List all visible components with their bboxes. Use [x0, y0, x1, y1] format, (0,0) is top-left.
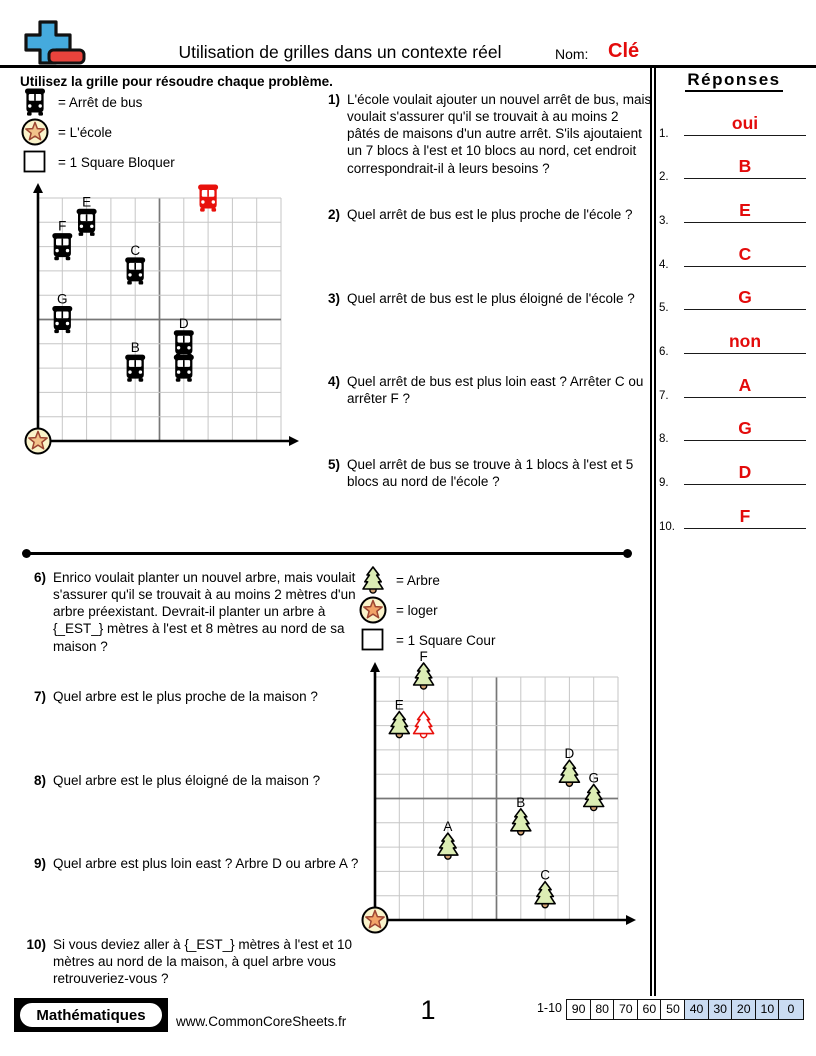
- answer-row: [656, 492, 814, 536]
- tree-icon: [389, 712, 409, 738]
- question-3: [314, 290, 652, 307]
- question-7: [20, 688, 360, 705]
- answer-line: [684, 484, 806, 485]
- question-8: [20, 772, 360, 789]
- star-icon: [26, 429, 51, 454]
- question-9: [20, 855, 360, 872]
- legend-item: [358, 596, 495, 624]
- svg-text:E: E: [82, 194, 92, 210]
- brand-name: Mathématiques: [18, 1001, 164, 1029]
- question-number: 4): [327, 374, 340, 389]
- square-icon: [20, 149, 50, 175]
- legend-item: [20, 88, 175, 116]
- star-icon: [363, 908, 388, 933]
- answer-row: [656, 317, 814, 361]
- header-rule: [0, 65, 816, 68]
- svg-text:F: F: [419, 650, 428, 664]
- svg-text:C: C: [540, 867, 550, 883]
- question-number: 9): [33, 856, 46, 871]
- question-text: Enrico voulait planter un nouvel arbre, mais voulait s'assurer qu'il se trouvait à au moins 2 mètres d'un arbre préexistant. Devrait-il planter un arbre à {_EST_} mètres à l'est et 8 mètres au nord de sa maison ?: [53, 570, 356, 654]
- answer-line: [684, 178, 806, 179]
- legend-label: = loger: [396, 602, 438, 618]
- answer-line: [684, 397, 806, 398]
- bus-icon: [52, 233, 72, 260]
- bus-icon: [174, 330, 194, 357]
- answer-value: G: [738, 287, 752, 308]
- answer-value: non: [728, 330, 762, 351]
- svg-text:E: E: [394, 697, 404, 713]
- question-text: Quel arrêt de bus est le plus proche de l'école ?: [347, 207, 633, 222]
- svg-text:F: F: [58, 218, 67, 234]
- svg-text:G: G: [588, 770, 599, 786]
- question-number: 6): [33, 570, 46, 585]
- footer-url: www.CommonCoreSheets.fr: [176, 1014, 347, 1029]
- answer-value: oui: [731, 112, 759, 133]
- question-text: Si vous deviez aller à {_EST_} mètres à l'est et 10 mètres au nord de la maison, à quel arbre vous retrouveriez-vous ?: [53, 937, 352, 987]
- bus-icon: [52, 306, 72, 333]
- brand-logo: [14, 998, 168, 1032]
- question-4: [314, 373, 652, 407]
- question-1: [314, 91, 652, 177]
- svg-text:A: A: [443, 819, 453, 835]
- score-cell: 70: [613, 999, 638, 1020]
- question-number: 5): [327, 457, 340, 472]
- answer-line: [684, 266, 806, 267]
- page-title: Utilisation de grilles dans un contexte réel: [178, 42, 502, 62]
- question-number: 7): [33, 689, 46, 704]
- tree-icon: [559, 760, 579, 786]
- answer-row: [656, 186, 814, 230]
- answer-value: B: [738, 156, 752, 177]
- legend-bus-grid: [20, 88, 175, 176]
- score-cell: 10: [755, 999, 780, 1020]
- bus-icon: [125, 257, 145, 284]
- svg-text:G: G: [57, 291, 68, 307]
- answer-number: 10.: [659, 520, 675, 533]
- answer-number: 8.: [659, 433, 669, 446]
- answer-row: [656, 274, 814, 318]
- tree-icon: [414, 663, 434, 689]
- legend-label: = L'école: [58, 124, 112, 140]
- answer-number: 5.: [659, 302, 669, 315]
- answer-number: 4.: [659, 258, 669, 271]
- question-text: Quel arbre est le plus éloigné de la maison ?: [53, 773, 321, 788]
- answer-row: [656, 448, 814, 492]
- name-label: Nom:: [555, 46, 589, 62]
- question-text: Quel arrêt de bus est plus loin east ? Arrêter C ou arrêter F ?: [347, 374, 644, 407]
- score-cell: 50: [660, 999, 685, 1020]
- question-number: 3): [327, 291, 340, 306]
- question-number: 8): [33, 773, 46, 788]
- question-6: [20, 569, 358, 655]
- bus-icon: [77, 209, 97, 236]
- score-cell: 0: [778, 999, 803, 1020]
- question-text: L'école voulait ajouter un nouvel arrêt de bus, mais voulait s'assurer qu'il se trouvait à au moins 2 pâtés de maisons d'un autre arrêt. S'ils ajoutaient un 7 blocs à l'est et 10 blocs au nord, cet endroit correspondrait-il à leurs besoins ?: [347, 92, 652, 176]
- score-cell: 20: [731, 999, 756, 1020]
- answer-row: [656, 230, 814, 274]
- minus-icon: [49, 50, 84, 63]
- legend-label: = 1 Square Cour: [396, 632, 496, 648]
- answer-row: [656, 99, 814, 143]
- answer-value: F: [739, 505, 751, 526]
- tree-icon: [535, 882, 555, 908]
- name-value: Clé: [608, 40, 640, 62]
- question-text: Quel arbre est le plus proche de la maison ?: [53, 689, 318, 704]
- tree-icon: [438, 833, 458, 859]
- svg-text:B: B: [130, 340, 140, 356]
- legend-label: = 1 Square Bloquer: [58, 154, 175, 170]
- score-cell: 30: [708, 999, 733, 1020]
- score-cell: 80: [590, 999, 615, 1020]
- answers-list: [656, 99, 814, 536]
- legend-item: [20, 118, 175, 146]
- tree-icon: [414, 712, 434, 738]
- star-icon: [20, 118, 50, 146]
- svg-text:C: C: [130, 242, 141, 258]
- tree-icon: [363, 567, 383, 593]
- legend-item: [20, 148, 175, 176]
- bus-icon: [125, 355, 145, 382]
- page-number: 1: [420, 995, 436, 1025]
- answer-value: E: [739, 199, 751, 220]
- question-10: [20, 936, 364, 987]
- bus-icon: [198, 185, 218, 212]
- answer-number: 9.: [659, 476, 669, 489]
- score-range-label: 1-10: [536, 1001, 562, 1015]
- question-number: 1): [327, 92, 340, 107]
- legend-label: = Arbre: [396, 572, 440, 588]
- answer-line: [684, 528, 806, 529]
- answer-line: [684, 222, 806, 223]
- svg-text:D: D: [564, 746, 575, 762]
- legend-label: = Arrêt de bus: [58, 94, 143, 110]
- question-text: Quel arrêt de bus est le plus éloigné de l'école ?: [347, 291, 635, 306]
- svg-text:B: B: [516, 794, 526, 810]
- answer-number: 2.: [659, 171, 669, 184]
- star-icon: [358, 596, 388, 624]
- answer-value: C: [738, 243, 752, 264]
- tree-icon: [358, 564, 388, 596]
- answer-value: A: [738, 374, 752, 395]
- answer-row: [656, 143, 814, 187]
- bus-stop-grid: [12, 183, 312, 461]
- svg-text:D: D: [178, 315, 189, 331]
- answer-line: [684, 135, 806, 136]
- answer-number: 6.: [659, 345, 669, 358]
- score-cell: 90: [566, 999, 591, 1020]
- question-number: 10): [26, 937, 46, 952]
- bus-icon: [174, 355, 194, 382]
- section-divider: [26, 552, 628, 555]
- question-number: 2): [327, 207, 340, 222]
- tree-icon: [584, 785, 604, 811]
- bus-icon: [20, 87, 50, 117]
- tree-icon: [511, 809, 531, 835]
- tree-grid: [358, 650, 654, 946]
- answer-line: [684, 440, 806, 441]
- bus-icon: [25, 89, 45, 116]
- question-text: Quel arrêt de bus se trouve à 1 blocs à l'est et 5 blocs au nord de l'école ?: [347, 457, 634, 490]
- answer-number: 3.: [659, 214, 669, 227]
- question-text: Quel arbre est plus loin east ? Arbre D ou arbre A ?: [53, 856, 359, 871]
- plus-minus-logo: [10, 12, 86, 68]
- answer-line: [684, 353, 806, 354]
- star-icon: [361, 598, 386, 623]
- answer-value: G: [738, 418, 752, 439]
- question-2: [314, 206, 652, 223]
- score-cell: 40: [684, 999, 709, 1020]
- answer-number: 1.: [659, 127, 669, 140]
- question-5: [314, 456, 652, 490]
- legend-item: [358, 566, 495, 594]
- answer-number: 7.: [659, 389, 669, 402]
- legend-tree-grid: [358, 566, 495, 654]
- instructions: Utilisez la grille pour résoudre chaque problème.: [20, 74, 333, 89]
- star-icon: [23, 120, 48, 145]
- answer-line: [684, 309, 806, 310]
- answers-title: Réponses: [658, 70, 810, 90]
- answer-row: [656, 405, 814, 449]
- divider-dot-right: [623, 549, 632, 558]
- score-cell: 60: [637, 999, 662, 1020]
- answer-value: D: [738, 461, 752, 482]
- score-table: [566, 999, 804, 1020]
- answer-row: [656, 361, 814, 405]
